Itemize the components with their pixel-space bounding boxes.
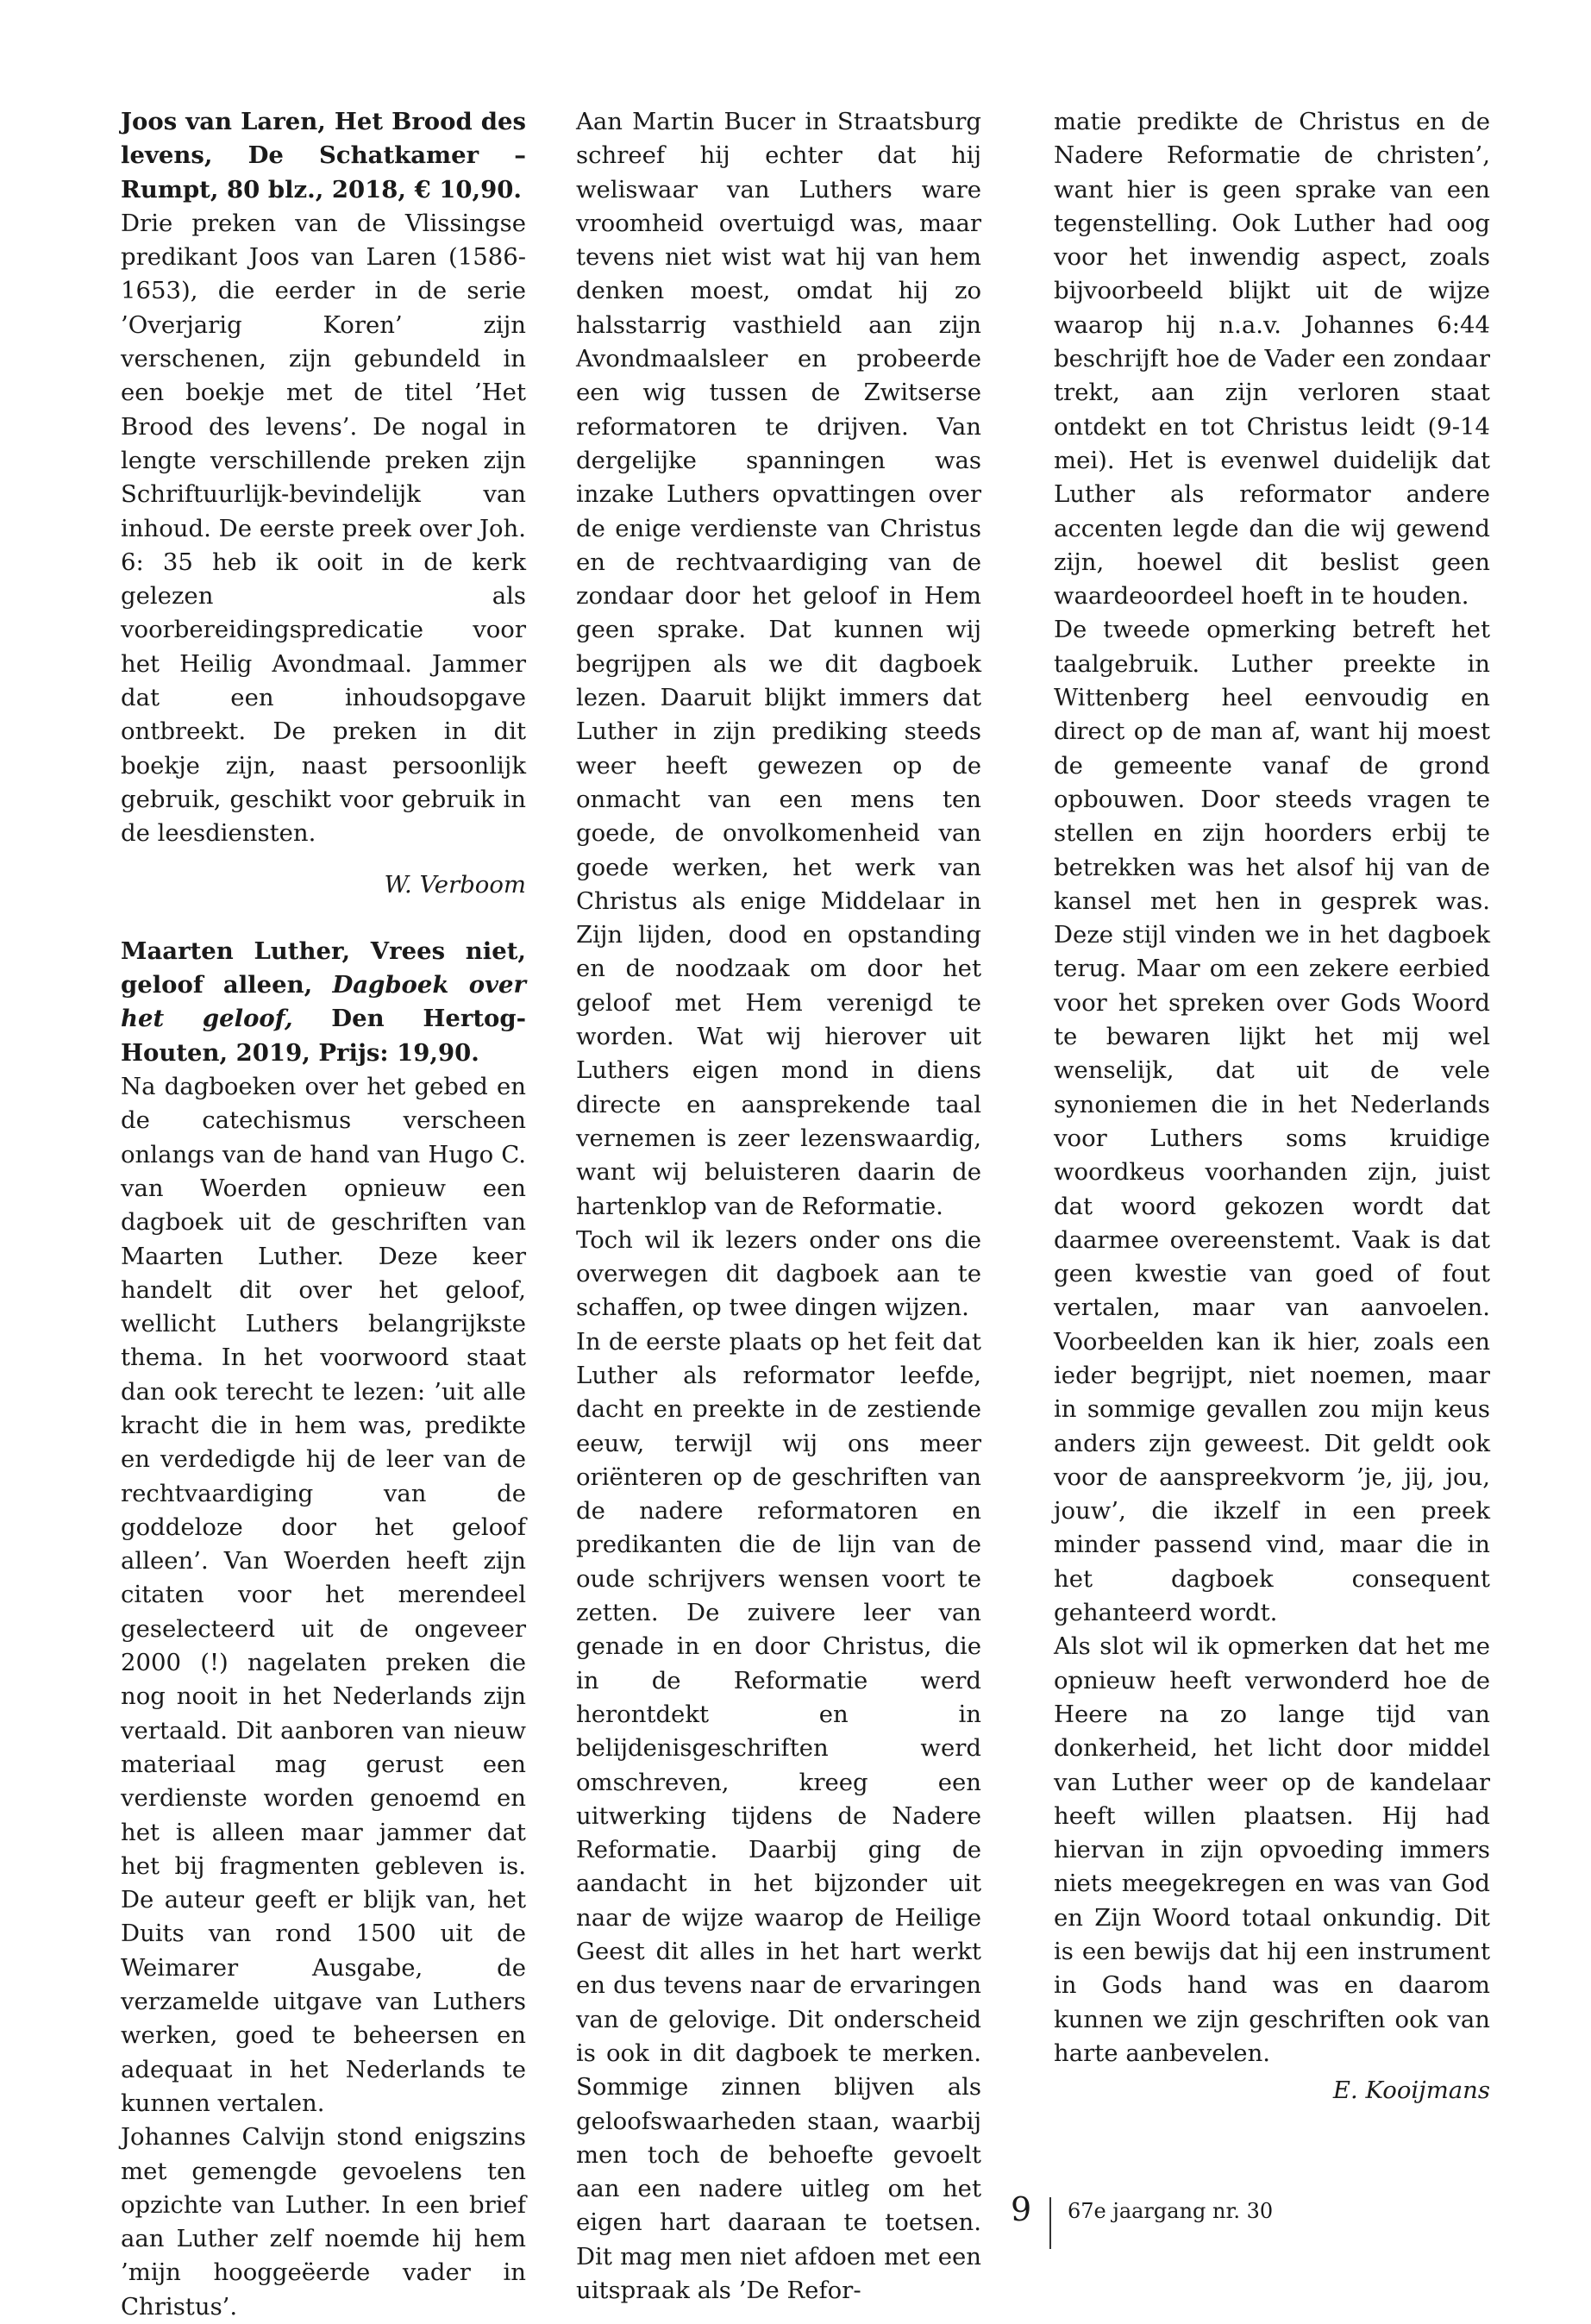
review-2-paragraph: Als slot wil ik opmerken dat het me opnieuw heeft verwonderd hoe de Heere na zo lange tijd van donkerheid, het licht door middel van Luther weer op de kandelaar heeft willen plaatsen. Hij had hiervan in zijn opvoeding immers niets meegekregen en was van God en Zijn Woord totaal onkundig. Dit is een bewijs dat hij een instrument in Gods hand was en daarom kunnen we zijn geschriften ook van harte aanbevelen.: [1054, 1632, 1490, 2067]
review-2-paragraph: Toch wil ik lezers onder ons die overwegen dit dagboek aan te schaffen, op twee dingen wijzen.: [576, 1225, 981, 1322]
review-2-paragraph: matie predikte de Christus en de Nadere Reformatie de christen’, want hier is geen sprake van een tegenstelling. Ook Luther had oog voor het inwendig aspect, zoals bijvoorbeeld blijkt uit de wijze waarop hij n.a.v. Johannes 6:44 beschrijft hoe de Vader een zondaar trekt, aan zijn verloren staat ontdekt en tot Christus leidt (9-14 mei). Het is evenwel duidelijk dat Luther als reformator andere accenten legde dan die wij gewend zijn, hoewel dit beslist geen waardeoordeel hoeft in te houden.: [1054, 108, 1490, 611]
review-2-heading-part2: Den Hertog-Houten, 2019, Prijs: 19,90.: [121, 1005, 526, 1067]
page-number: 9: [1011, 2190, 1032, 2228]
review-1-signature: W. Verboom: [384, 870, 526, 899]
journal-issue: 67e jaargang nr. 30: [1068, 2199, 1274, 2223]
review-2-paragraph: In de eerste plaats op het feit dat Luther als reformator leefde, dacht en preekte in de zestiende eeuw, terwijl wij ons meer oriënteren op de geschriften van de nadere reformatoren en predikanten die de lijn van de oude schrijvers wensen voort te zetten. De zuivere leer van genade in en door Christus, die in de Reformatie werd herontdekt en in belijdenisgeschriften werd omschreven, kreeg een uitwerking tijdens de Nadere Reformatie. Daarbij ging de aandacht in het bijzonder uit naar de wijze waarop de Heilige Geest dit alles in het hart werkt en dus tevens naar de ervaringen van de gelovige. Dit onderscheid is ook in dit dagboek te merken. Sommige zinnen blijven als geloofswaarheden staan, waarbij men toch de behoefte gevoelt aan een nadere uitleg om het eigen hart daaraan te toetsen. Dit mag men niet afdoen met een uitspraak als ’De Refor-: [576, 1327, 981, 2304]
review-2-heading-subtitle: Dagboek over het geloof,: [121, 971, 526, 1033]
review-2-heading: [121, 935, 526, 1070]
review-2-paragraph: De tweede opmerking betreft het taalgebruik. Luther preekte in Wittenberg heel eenvoudig en direct op de man af, want hij moest de gemeente vanaf de grond opbouwen. Door steeds vragen te stellen en zijn hoorders erbij te betrekken was het alsof hij van de kansel met hen in gesprek was. Deze stijl vinden we in het dagboek terug. Maar om een zekere eerbied voor het spreken over Gods Woord te bewaren lijkt het mij wel wenselijk, dat uit de vele synoniemen die in het Nederlands voor Luthers soms kruidige woordkeus voorhanden zijn, juist dat woord gekozen wordt dat daarmee overeenstemt. Vaak is dat geen kwestie van goed of fout vertalen, maar van aanvoelen. Voorbeelden kan ik hier, zoals een ieder begrijpt, niet noemen, maar in sommige gevallen zou mijn keus anders zijn geweest. Dit geldt ook voor de aanspreekvorm ’je, jij, jou, jouw’, die ikzelf in een preek minder passend vind, maar die in het dagboek consequent gehanteerd wordt.: [1054, 616, 1490, 1627]
column-2: [576, 105, 981, 2308]
review-2-signature: E. Kooijmans: [1332, 2077, 1490, 2105]
review-2-heading-part1: Maarten Luther, Vrees niet, geloof alleen,: [121, 936, 526, 999]
page-footer: [0, 2190, 1591, 2259]
review-2-paragraph: Na dagboeken over het gebed en de catechismus verscheen onlangs van de hand van Hugo C. van Woerden opnieuw een dagboek uit de geschriften van Maarten Luther. Deze keer handelt dit over het geloof, wellicht Luthers belangrijkste thema. In het voorwoord staat dan ook terecht te lezen: ’uit alle kracht die in hem was, predikte en verdedigde hij de leer van de rechtvaardiging van de goddeloze door het geloof alleen’. Van Woerden heeft zijn citaten voor het merendeel geselecteerd uit de ongeveer 2000 (!) nagelaten preken die nog nooit in het Nederlands zijn vertaald. Dit aanboren van nieuw materiaal mag gerust een verdienste worden genoemd en het is alleen maar jammer dat het bij fragmenten gebleven is. De auteur geeft er blijk van, het Duits van rond 1500 uit de Weimarer Ausgabe, de verzamelde uitgave van Luthers werken, goed te beheersen en adequaat in het Nederlands te kunnen vertalen.: [121, 1073, 526, 2117]
review-2-paragraph: Aan Martin Bucer in Straatsburg schreef hij echter dat hij weliswaar van Luthers ware vroomheid overtuigd was, maar tevens niet wist wat hij van hem denken moest, omdat hij zo halsstarrig vasthield aan zijn Avondmaalsleer en probeerde een wig tussen de Zwitserse reformatoren te drijven. Van dergelijke spanningen was inzake Luthers opvattingen over de enige verdienste van Christus en de rechtvaardiging van de zondaar door het geloof in Hem geen sprake. Dat kunnen wij begrijpen als we dit dagboek lezen. Daaruit blijkt immers dat Luther in zijn prediking steeds weer heeft gewezen op de onmacht van een mens ten goede, de onvolkomenheid van goede werken, het werk van Christus als enige Middelaar in Zijn lijden, dood en opstanding en de noodzaak om door het geloof met Hem verenigd te worden. Wat wij hierover uit Luthers eigen mond in diens directe en aansprekende taal vernemen is zeer lezenswaardig, want wij beluisteren daarin de hartenklop van de Reformatie.: [576, 108, 981, 1220]
review-2-paragraph: Johannes Calvijn stond enigszins met gemengde gevoelens ten opzichte van Luther. In een brief aan Luther zelf noemde hij hem ’mijn hooggeëerde vader in Christus’.: [121, 2123, 526, 2321]
review-1-heading: Joos van Laren, Het Brood des levens, De Schatkamer – Rumpt, 80 blz., 2018, € 10,90.: [121, 108, 526, 204]
review-1-paragraph: Drie preken van de Vlissingse predikant Joos van Laren (1586-1653), die eerder in de serie ’Overjarig Koren’ zijn verschenen, zijn gebundeld in een boekje met de titel ’Het Brood des levens’. De nogal in lengte verschillende preken zijn Schriftuurlijk-bevindelijk van inhoud. De eerste preek over Joh. 6: 35 heb ik ooit in de kerk gelezen als voorbereidingspredicatie voor het Heilig Avondmaal. Jammer dat een inhoudsopgave ontbreekt. De preken in dit boekje zijn, naast persoonlijk gebruik, geschikt voor gebruik in de leesdiensten.: [121, 209, 526, 848]
footer-divider: [1049, 2197, 1051, 2249]
column-1: [121, 105, 526, 2324]
column-3: [1054, 105, 1490, 2141]
